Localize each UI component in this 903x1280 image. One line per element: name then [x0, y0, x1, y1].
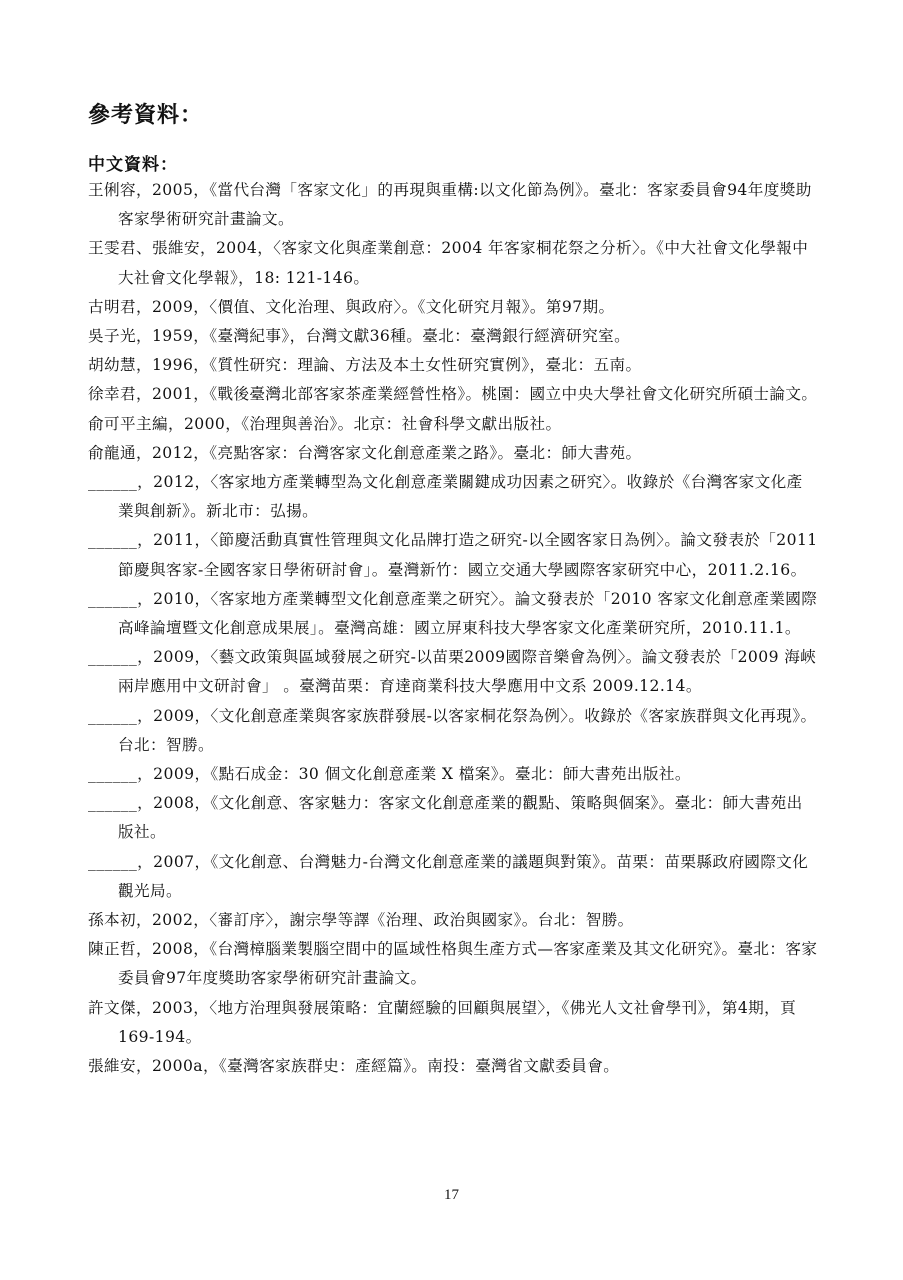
reference-entry: ______，2009，《點石成金：30 個文化創意產業 X 檔案》。臺北：師大書苑出版社。 — [88, 765, 691, 784]
reference-entry: ______，2009，〈藝文政策與區域發展之研究-以苗栗2009國際音樂會為例〉。論文發表於「2009 海峽兩岸應用中文研討會」 。臺灣苗栗：育達商業科技大學應用中文系 2009.12.14。 — [88, 648, 817, 696]
chinese-references-subheading: 中文資料： — [88, 155, 178, 175]
reference-entry: 俞可平主編，2000，《治理與善治》。北京：社會科學文獻出版社。 — [88, 414, 562, 433]
reference-entry: 陳正哲，2008，《台灣樟腦業製腦空間中的區域性格與生產方式—客家產業及其文化研究》。臺北：客家委員會97年度獎助客家學術研究計畫論文。 — [88, 940, 818, 988]
reference-entry: 王雯君、張維安，2004，〈客家文化與產業創意：2004 年客家桐花祭之分析〉。《中大社會文化學報中大社會文化學報》，18: 121-146。 — [88, 239, 809, 287]
reference-entry: 許文傑，2003，〈地方治理與發展策略：宜蘭經驗的回顧與展望〉，《佛光人文社會學刊》，第4期，頁169-194。 — [88, 998, 797, 1046]
reference-entry: ______，2008，《文化創意、客家魅力：客家文化創意產業的觀點、策略與個案》。臺北：師大書苑出版社。 — [88, 794, 803, 842]
reference-entry: 張維安，2000a，《臺灣客家族群史：產經篇》。南投：臺灣省文獻委員會。 — [88, 1057, 620, 1076]
reference-entry: 徐幸君，2001，《戰後臺灣北部客家茶產業經營性格》。桃園：國立中央大學社會文化研究所碩士論文。 — [88, 385, 818, 404]
reference-entry: ______，2009，〈文化創意產業與客家族群發展-以客家桐花祭為例〉。收錄於《客家族群與文化再現》。台北：智勝。 — [88, 706, 817, 754]
references-heading: 參考資料： — [88, 102, 204, 128]
reference-entry: 孫本初，2002，〈審訂序〉，謝宗學等譯《治理、政治與國家》。台北：智勝。 — [88, 911, 634, 930]
reference-entry: 古明君，2009，〈價值、文化治理、與政府〉。《文化研究月報》。第97期。 — [88, 297, 615, 316]
reference-entry: ______，2011，〈節慶活動真實性管理與文化品牌打造之研究-以全國客家日為例〉。論文發表於「2011 節慶與客家-全國客家日學術研討會」。臺灣新竹：國立交通大學國際客家研究中心，2011.2.16。 — [88, 531, 818, 579]
reference-entry: ______，2010，〈客家地方產業轉型文化創意產業之研究〉。論文發表於「2010 客家文化創意產業國際高峰論壇暨文化創意成果展」。臺灣高雄：國立屏東科技大學客家文化產業研究所，2010.11.1。 — [88, 589, 818, 638]
page-number: 17 — [444, 1187, 459, 1203]
reference-entry: ______，2007，《文化創意、台灣魅力-台灣文化創意產業的議題與對策》。苗栗：苗栗縣政府國際文化觀光局。 — [88, 852, 809, 900]
reference-entry: 俞龍通，2012，《亮點客家：台灣客家文化創意產業之路》。臺北：師大書苑。 — [88, 443, 642, 462]
reference-entry: 吳子光，1959，《臺灣紀事》，台灣文獻36種。臺北：臺灣銀行經濟研究室。 — [88, 327, 631, 346]
reference-entry: 王俐容，2005，《當代台灣「客家文化」的再現與重構:以文化節為例》。臺北：客家委員會94年度獎助客家學術研究計畫論文。 — [88, 181, 812, 229]
reference-entry: ______，2012，〈客家地方產業轉型為文化創意產業關鍵成功因素之研究〉。收錄於《台灣客家文化產業與創新》。新北市：弘揚。 — [88, 473, 803, 521]
reference-entry: 胡幼慧，1996，《質性研究：理論、方法及本土女性研究實例》，臺北：五南。 — [88, 356, 642, 375]
reference-list — [88, 176, 818, 1081]
